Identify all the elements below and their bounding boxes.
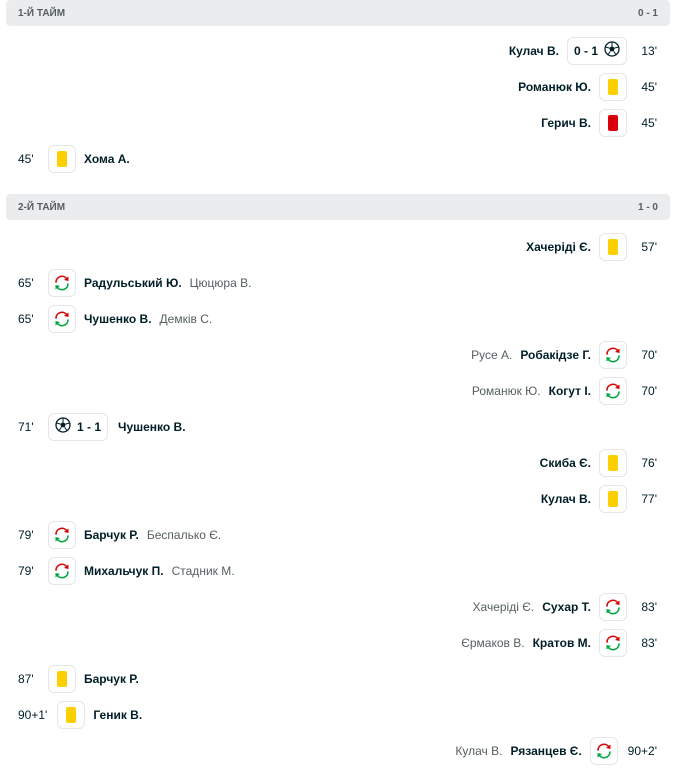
event-time: 87': [18, 672, 34, 686]
player-name[interactable]: Сухар Т.: [542, 600, 591, 614]
player-name[interactable]: Радульський Ю.: [84, 276, 182, 290]
yellow-card-icon: [608, 491, 618, 507]
event-time: 70': [641, 384, 657, 398]
event-time: 77': [641, 492, 657, 506]
event-time: 90+1': [18, 708, 48, 722]
event-row: [0, 409, 674, 445]
sub-box: [48, 557, 76, 585]
player-name[interactable]: Герич В.: [541, 116, 591, 130]
sub-box: [599, 341, 627, 369]
event-row: [0, 697, 674, 733]
event-time: 45': [641, 80, 657, 94]
event-row: [0, 69, 674, 105]
event-row: [0, 373, 674, 409]
event-time: 65': [18, 312, 34, 326]
substitution-icon: [53, 274, 71, 292]
goal-badge: [567, 37, 627, 65]
card-box: [48, 145, 76, 173]
half-header: [6, 194, 670, 220]
player-name[interactable]: Романюк Ю.: [518, 80, 591, 94]
yellow-card-icon: [66, 707, 76, 723]
sub-box: [599, 593, 627, 621]
soccer-ball-icon: [604, 41, 620, 62]
sub-box: [48, 269, 76, 297]
half-header: [6, 0, 670, 26]
event-row: [0, 301, 674, 337]
player-out-name[interactable]: Русе А.: [471, 348, 513, 362]
event-row: [0, 33, 674, 69]
substitution-icon: [595, 742, 613, 760]
yellow-card-icon: [608, 239, 618, 255]
card-box: [599, 233, 627, 261]
event-row: [0, 589, 674, 625]
player-name[interactable]: Хачеріді Є.: [526, 240, 591, 254]
half-label: 2-Й ТАЙМ: [18, 201, 66, 213]
sub-box: [48, 521, 76, 549]
player-out-name[interactable]: Романюк Ю.: [471, 384, 541, 398]
player-name[interactable]: Геник В.: [93, 708, 143, 722]
goal-score: 1 - 1: [77, 420, 102, 434]
event-time: 45': [18, 152, 34, 166]
player-out-name[interactable]: Кулач В.: [455, 744, 503, 758]
event-time: 76': [641, 456, 657, 470]
card-box: [48, 665, 76, 693]
event-row: [0, 733, 674, 769]
sub-box: [599, 377, 627, 405]
event-row: [0, 337, 674, 373]
yellow-card-icon: [57, 151, 67, 167]
substitution-icon: [604, 346, 622, 364]
event-row: [0, 661, 674, 697]
sub-box: [599, 629, 627, 657]
player-name[interactable]: Барчук Р.: [84, 528, 139, 542]
player-out-name[interactable]: Хачеріді Є.: [472, 600, 535, 614]
event-time: 79': [18, 564, 34, 578]
half-score: 0 - 1: [637, 7, 658, 19]
event-time: 79': [18, 528, 34, 542]
yellow-card-icon: [608, 79, 618, 95]
player-name[interactable]: Михальчук П.: [84, 564, 164, 578]
event-row: [0, 265, 674, 301]
substitution-icon: [53, 526, 71, 544]
substitution-icon: [604, 382, 622, 400]
player-out-name[interactable]: Цюцюра В.: [189, 276, 252, 290]
player-name[interactable]: Барчук Р.: [84, 672, 139, 686]
event-row: [0, 481, 674, 517]
event-row: [0, 229, 674, 265]
goal-badge: [48, 413, 108, 441]
soccer-ball-icon: [55, 417, 71, 438]
player-name[interactable]: Когут І.: [548, 384, 591, 398]
half-score: 1 - 0: [637, 201, 658, 213]
event-time: 65': [18, 276, 34, 290]
event-time: 71': [18, 420, 34, 434]
yellow-card-icon: [57, 671, 67, 687]
sub-box: [48, 305, 76, 333]
player-out-name[interactable]: Демків С.: [159, 312, 213, 326]
player-name[interactable]: Робакідзе Г.: [520, 348, 591, 362]
player-name[interactable]: Кулач В.: [508, 44, 559, 58]
card-box: [599, 485, 627, 513]
card-box: [599, 109, 627, 137]
card-box: [57, 701, 85, 729]
event-time: 13': [641, 44, 657, 58]
half-label: 1-Й ТАЙМ: [18, 7, 66, 19]
goal-score: 0 - 1: [573, 44, 598, 58]
event-row: [0, 553, 674, 589]
player-name[interactable]: Кратов М.: [532, 636, 591, 650]
event-row: [0, 517, 674, 553]
event-time: 83': [641, 636, 657, 650]
player-name[interactable]: Хома А.: [84, 152, 130, 166]
event-time: 45': [641, 116, 657, 130]
substitution-icon: [604, 634, 622, 652]
event-row: [0, 105, 674, 141]
yellow-card-icon: [608, 455, 618, 471]
event-time: 83': [641, 600, 657, 614]
red-card-icon: [608, 115, 618, 131]
event-time: 90+2': [627, 744, 657, 758]
sub-box: [590, 737, 618, 765]
player-name[interactable]: Скиба Є.: [539, 456, 591, 470]
substitution-icon: [53, 562, 71, 580]
player-name[interactable]: Чушенко В.: [84, 312, 152, 326]
card-box: [599, 449, 627, 477]
event-row: [0, 445, 674, 481]
player-out-name[interactable]: Беспалько Є.: [146, 528, 222, 542]
player-name[interactable]: Чушенко В.: [118, 420, 186, 434]
player-out-name[interactable]: Єрмаков В.: [461, 636, 525, 650]
player-name[interactable]: Рязанцев Є.: [510, 744, 582, 758]
player-name[interactable]: Кулач В.: [540, 492, 591, 506]
event-row: [0, 625, 674, 661]
substitution-icon: [53, 310, 71, 328]
card-box: [599, 73, 627, 101]
event-row: [0, 141, 674, 177]
player-out-name[interactable]: Стадник М.: [171, 564, 235, 578]
event-time: 70': [641, 348, 657, 362]
substitution-icon: [604, 598, 622, 616]
event-time: 57': [641, 240, 657, 254]
